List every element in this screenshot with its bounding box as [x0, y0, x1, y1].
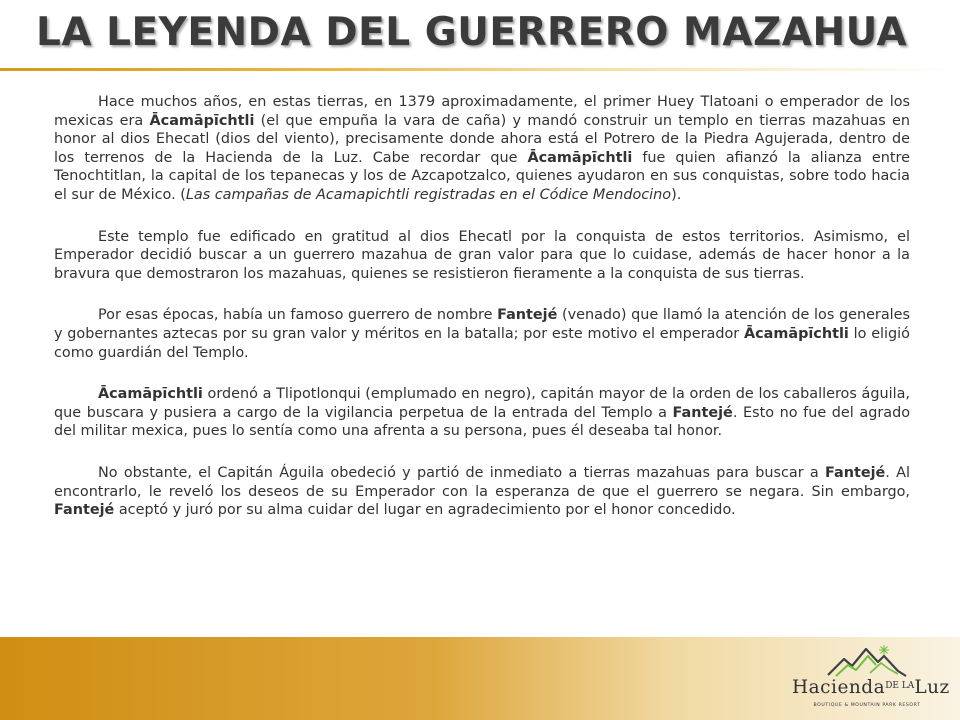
logo-wordmark — [792, 677, 950, 698]
logo-name-main: Hacienda — [792, 677, 886, 698]
paragraph-text: ordenó a Tlipotlonqui (emplumado en negro), capitán mayor de la orden de los caballeros águila, que buscara y pusiera a cargo de la vigilancia perpetua de la entrada del Templo a — [54, 386, 910, 421]
bold-name-text: Fantejé — [497, 307, 558, 324]
logo-name-small: DE LA — [885, 681, 915, 691]
bold-name-text: Ācamāpīchtli — [743, 325, 849, 342]
logo-name-end: Luz — [914, 677, 950, 698]
paragraph-text: ). — [671, 186, 682, 203]
story-paragraph-4 — [54, 385, 910, 441]
paragraph-text: . Esto no fue del agrado del militar mexica, pues lo sentía como una afrenta a su persona, pues él deseaba tal honor. — [54, 404, 911, 440]
bold-name-text: Ācamāpīchtli — [149, 112, 255, 129]
slide-title: LA LEYENDA DEL GUERRERO MAZAHUA — [36, 10, 908, 55]
paragraph-text: No obstante, el Capitán Águila obedeció y partió de inmediato a tierras mazahuas para buscar a — [98, 464, 826, 481]
paragraph-text: aceptó y juró por su alma cuidar del lugar en agradecimiento por el honor concedido. — [114, 502, 736, 519]
hacienda-de-la-luz-logo — [792, 643, 950, 717]
story-paragraph-5 — [54, 464, 910, 520]
bold-name-text: Ācamāpīchtli — [98, 386, 203, 403]
paragraph-text: fue quien afianzó la alianza entre Tenochtitlan, la capital de los tepanecas y los de Azcapotzalco, quienes ayudaron en sus conquistas, sobre todo hacia el sur de México. ( — [54, 149, 910, 203]
paragraph-text: (el que empuña la vara de caña) y mandó construir un templo en tierras mazahuas en honor al dios Ehecatl (dios del viento), precisamente donde ahora está el Potrero de la Piedra Agujerada, dentro de los terrenos de la Hacienda de la Luz. Cabe recordar que — [54, 112, 910, 166]
italic-citation-text: Las campañas de Acamapichtli registradas en el Códice Mendocino — [185, 186, 672, 203]
paragraph-text: Por esas épocas, había un famoso guerrero de nombre — [98, 307, 498, 324]
paragraph-text: Hace muchos años, en estas tierras, en 1379 aproximadamente, el primer Huey Tlatoani o emperador de los mexicas era — [54, 94, 910, 129]
footer-band — [0, 637, 960, 720]
paragraph-text: . Al encontrarlo, le reveló los deseos de su Emperador con la esperanza de que el guerrero se negara. Sin embargo, — [54, 464, 910, 500]
bold-name-text: Fantejé — [672, 404, 733, 421]
mountain-logo-icon — [826, 643, 908, 677]
bold-name-text: Ācamāpīchtli — [527, 149, 633, 166]
story-paragraph-1 — [54, 93, 910, 205]
paragraph-text: (venado) que llamó la atención de los generales y gobernantes aztecas por su gran valor y méritos en la batalla; por este motivo el emperador — [54, 307, 911, 342]
paragraph-text: lo eligió como guardián del Templo. — [54, 325, 910, 361]
bold-name-text: Fantejé — [825, 464, 886, 481]
story-body — [54, 93, 910, 543]
bold-name-text: Fantejé — [54, 502, 115, 519]
logo-tagline: BOUTIQUE & MOUNTAIN PARK RESORT — [813, 703, 921, 708]
story-paragraph-3 — [54, 306, 910, 362]
title-underline — [0, 68, 960, 71]
paragraph-text: Este templo fue edificado en gratitud al dios Ehecatl por la conquista de estos territorios. Asimismo, el Emperador decidió buscar a un guerrero mazahua de gran valor para que lo cuidase, además de hacer honor a la bravura que demostraron los mazahuas, quienes se resistieron fieramente a la conquista de sus tierras. — [54, 228, 910, 282]
story-paragraph-2 — [54, 228, 910, 284]
